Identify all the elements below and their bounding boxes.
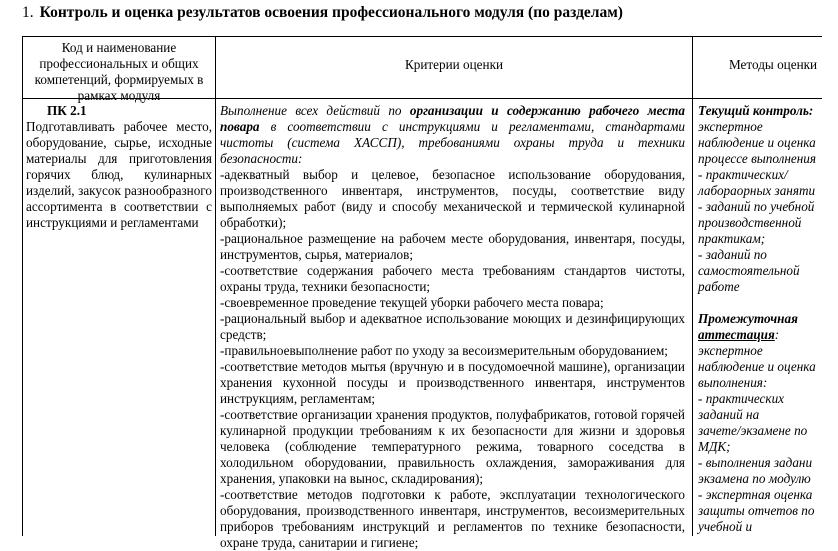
column-divider-1 [215,36,216,536]
section-title: Контроль и оценка результатов освоения профессионального модуля (по разделам) [39,4,623,21]
interim-title: Промежуточная [698,311,798,326]
current-control-title: Текущий контроль: [698,103,814,118]
header-methods: Методы оценки [729,57,818,72]
method-line: заданий на [698,407,760,422]
section-number: 1. [22,4,34,21]
method-line: наблюдение и оценка [698,359,816,374]
method-line: экспертное [698,343,763,358]
method-line: экспертное [698,119,763,134]
method-line: процессе выполнения [698,151,816,166]
method-line: - экспертная оценка [698,487,813,502]
column-divider-2 [692,36,693,536]
method-line: - практических [698,391,785,406]
criteria-text [220,103,685,551]
method-line: самостоятельной [698,263,800,278]
criteria-item: -соответствие методов мытья (вручную и в посудомоечной машине), организации хранения кухонной посуды и производственного инвентаря, инструментов инструкциям, регламентам; [220,359,685,406]
method-line: экзамена по модулю [698,471,811,486]
methods-text [698,103,838,535]
method-line: зачете/экзамене по [698,423,808,438]
method-line: - выполнения задани [698,455,813,470]
method-line: защиты отчетов по [698,503,815,518]
method-line: - практических/ [698,167,788,182]
competency-description: Подготавливать рабочее место, оборудование, сырье, исходные материалы для приготовления горячих блюд, кулинарных изделий, закусок разнообразного ассортимента в соответствии с инструкциями и регламентами [26,119,212,230]
method-line: производственной [698,215,802,230]
method-line: лабораорных заняти [698,183,816,198]
spacer [698,295,838,311]
method-line: практикам; [698,231,766,246]
interim-title-line2: аттестация: [698,327,780,342]
table-top-border [22,36,822,37]
criteria-item: -адекватный выбор и целевое, безопасное использование оборудования, производственного инвентаря, инструментов, посуды, соответствие виду выполняемых работ (виду и способу механической и термической кулинарной обработки); [220,167,685,230]
table-left-border [22,36,23,536]
criteria-item: -соответствие содержания рабочего места требованиям стандартов чистоты, охраны труда, техники безопасности; [220,263,685,294]
criteria-item: -правильноевыполнение работ по уходу за весоизмерительным оборудованием; [220,343,668,358]
header-competency: Код и наименование профессиональных и общих компетенций, формируемых в рамках модуля [34,40,204,103]
method-line: выполнения: [698,375,768,390]
method-line: работе [698,279,740,294]
method-line: учебной и [698,519,753,534]
method-line: наблюдение и оценка [698,135,816,150]
criteria-intro: Выполнение всех действий по организации и содержанию рабочего места повара в соответствии с инструкциями и регламентами, стандартами чистоты (система ХАССП), требованиями охраны труда и техники безопасности: [220,103,685,166]
method-line: МДК; [698,439,731,454]
criteria-item: -соответствие организации хранения продуктов, полуфабрикатов, готовой горячей кулинарной продукции требованиям к их безопасности для жизни и здоровья человека (соблюдение температурного режима, товарного соседства в холодильном оборудовании, правильность охлаждения, замораживания для хранения, упаковки на вынос, складирования); [220,407,685,486]
criteria-item: -своевременное проведение текущей уборки рабочего места повара; [220,295,604,310]
header-criteria: Критерии оценки [404,57,504,72]
criteria-item: -рациональный выбор и адекватное использование моющих и дезинфицирующих средств; [220,311,685,342]
criteria-item: -рациональное размещение на рабочем месте оборудования, инвентаря, посуды, инструментов, сырья, материалов; [220,231,685,262]
criteria-item: -соответствие методов подготовки к работе, эксплуатации технологического оборудования, производственного инвентаря, инструментов, весоизмерительных приборов требованиям инструкций и регламентов по технике безопасности, охране труда, санитарии и гигиене; [220,487,685,550]
competency-code: ПК 2.1 [47,103,87,118]
method-line: - заданий по [698,247,767,262]
method-line: - заданий по учебной [698,199,815,214]
